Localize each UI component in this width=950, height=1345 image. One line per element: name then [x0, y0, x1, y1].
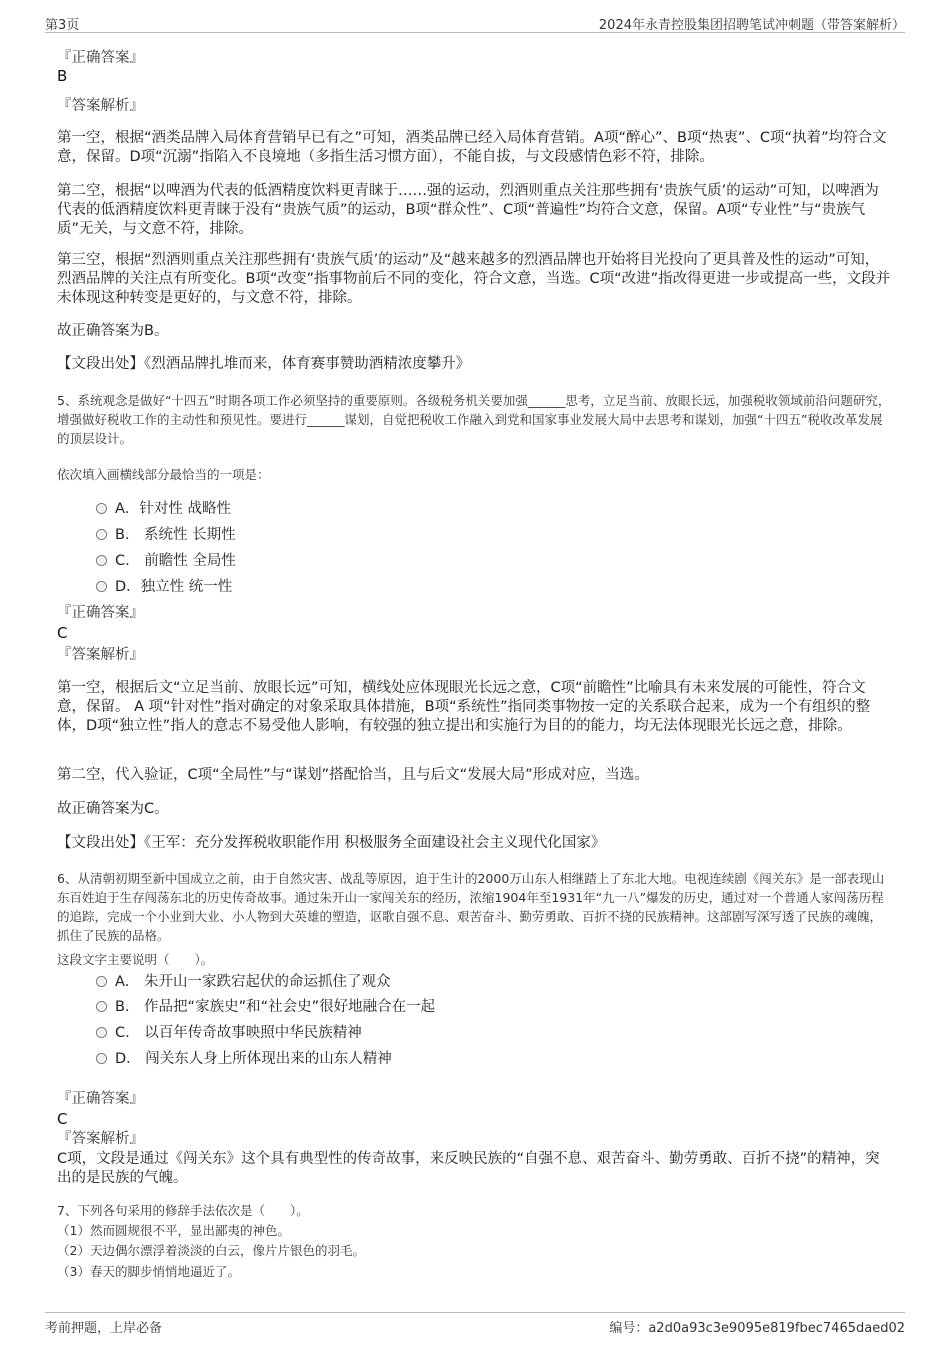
q4-analysis-p2: 第二空，根据“以啤酒为代表的低酒精度饮料更青睐于……强的运动，烈酒则重点关注那些拥有‘贵族气质’的运动”可知，以啤酒为代表的低酒精度饮料更青睐于没有“贵族气质”的运动，B项“群众性”、C项“普遍性”均符合文意，保留。A项“专业性”与“贵族气质”无关，与文意不符，排除。 — [57, 183, 879, 237]
radio-icon[interactable] — [96, 976, 107, 987]
page-number: 第3页 — [45, 18, 80, 33]
radio-icon[interactable] — [96, 503, 107, 514]
q7-stem: 7、下列各句采用的修辞手法依次是（ ）。 — [57, 1203, 309, 1218]
q5-option-b[interactable]: B． 系统性 长期性 — [96, 525, 236, 545]
q7-item-2: （2）天边偶尔漂浮着淡淡的白云，像片片银色的羽毛。 — [57, 1243, 365, 1258]
q6-option-b[interactable]: B． 作品把“家族史”和“社会史”很好地融合在一起 — [96, 997, 435, 1017]
q6-option-a[interactable]: A． 朱开山一家跌宕起伏的命运抓住了观众 — [96, 972, 391, 992]
q5-option-a[interactable]: A．针对性 战略性 — [96, 499, 231, 519]
q6-analysis-p1: C项，文段是通过《闯关东》这个具有典型性的传奇故事，来反映民族的“自强不息、艰苦奋斗、勤劳勇敢、百折不挠”的精神，突出的是民族的气魄。 — [57, 1151, 880, 1186]
q4-answer: B — [57, 67, 68, 85]
q4-analysis-p3: 第三空，根据“烈酒则重点关注那些拥有‘贵族气质’的运动”及“越来越多的烈酒品牌也开始将目光投向了更具普及性的运动”可知，烈酒品牌的关注点有所变化。B项“改变”指事物前后不同的变化，符合文意，当选。C项“改进”指改得更进一步或提高一些，文段并未体现这种转变是更好的，与文意不符，排除。 — [57, 252, 891, 306]
document-code: 编号：a2d0a93c3e9095e819fbec7465daed02 — [609, 1321, 905, 1336]
q4-analysis-label: 『答案解析』 — [57, 98, 144, 114]
q5-conclusion: 故正确答案为C。 — [57, 801, 169, 817]
q5-analysis-label: 『答案解析』 — [57, 647, 144, 663]
document-title: 2024年永青控股集团招聘笔试冲刺题（带答案解析） — [598, 18, 905, 33]
radio-icon[interactable] — [96, 1001, 107, 1012]
q4-answer-label: 『正确答案』 — [57, 50, 144, 66]
q4-conclusion: 故正确答案为B。 — [57, 323, 169, 339]
q4-source: 【文段出处】《烈酒品牌扎堆而来，体育赛事赞助酒精浓度攀升》 — [57, 356, 471, 372]
radio-icon[interactable] — [96, 529, 107, 540]
q5-option-c[interactable]: C． 前瞻性 全局性 — [96, 551, 236, 571]
q6-prompt: 这段文字主要说明（ ）。 — [57, 952, 214, 967]
q5-stem: 5、系统观念是做好“十四五”时期各项工作必须坚持的重要原则。各级税务机关要加强______思考，立足当前、放眼长远，加强税收领域前沿问题研究，增强做好税收工作的主动性和预见性。要进行______谋划，自觉把税收工作融入到党和国家事业发展大局中去思考和谋划，加强“十四五”税收改革发展的顶层设计。 — [57, 393, 891, 446]
q5-option-d[interactable]: D．独立性 统一性 — [96, 577, 232, 597]
radio-icon[interactable] — [96, 1053, 107, 1064]
q5-source: 【文段出处】《王军：充分发挥税收职能作用 积极服务全面建设社会主义现代化国家》 — [57, 835, 606, 851]
q6-option-c[interactable]: C． 以百年传奇故事映照中华民族精神 — [96, 1023, 362, 1043]
page-footer — [45, 1312, 905, 1343]
q5-analysis-p1: 第一空，根据后文“立足当前、放眼长远”可知，横线处应体现眼光长远之意，C项“前瞻性”比喻具有未来发展的可能性，符合文意，保留。 A 项“针对性”指对确定的对象采取具体措施，B项“系统性”指同类事物按一定的关系联合起来，成为一个有组织的整体，D项“独立性”指人的意志不易受他人影响，有较强的独立提出和实施行为目的的能力，均无法体现眼光长远之意，排除。 — [57, 680, 871, 734]
q5-answer-label: 『正确答案』 — [57, 605, 144, 621]
footer-slogan: 考前押题，上岸必备 — [45, 1321, 163, 1336]
page-header — [45, 10, 905, 33]
q6-stem: 6、从清朝初期至新中国成立之前，由于自然灾害、战乱等原因，迫于生计的2000万山东人相继踏上了东北大地。电视连续剧《闯关东》是一部表现山东百姓迫于生存闯荡东北的历史传奇故事。通过朱开山一家闯关东的经历，浓缩1904年至1931年“九一八”爆发的历史，通过对一个普通人家闯荡历程的追踪，完成一个小业到大业、小人物到大英雄的塑造，讴歌自强不息、艰苦奋斗、勤劳勇敢、百折不挠的民族精神。这部剧写深写透了民族的魂魄，抓住了民族的品格。 — [57, 871, 885, 943]
q6-answer: C — [57, 1110, 68, 1128]
q6-answer-label: 『正确答案』 — [57, 1091, 144, 1107]
radio-icon[interactable] — [96, 581, 107, 592]
q6-option-d[interactable]: D． 闯关东人身上所体现出来的山东人精神 — [96, 1049, 392, 1069]
q5-answer: C — [57, 624, 68, 642]
q4-analysis-p1: 第一空，根据“酒类品牌入局体育营销早已有之”可知，酒类品牌已经入局体育营销。A项“醉心”、B项“热衷”、C项“执着”均符合文意，保留。D项“沉溺”指陷入不良境地（多指生活习惯方面），不能自拔，与文段感情色彩不符，排除。 — [57, 130, 887, 165]
q6-analysis-label: 『答案解析』 — [57, 1131, 144, 1147]
radio-icon[interactable] — [96, 1027, 107, 1038]
q5-analysis-p2: 第二空，代入验证，C项“全局性”与“谋划”搭配恰当，且与后文“发展大局”形成对应，当选。 — [57, 767, 649, 783]
radio-icon[interactable] — [96, 555, 107, 566]
q7-item-1: （1）然而圆规很不平，显出鄙夷的神色。 — [57, 1223, 290, 1238]
q5-prompt: 依次填入画横线部分最恰当的一项是： — [57, 467, 270, 482]
q7-item-3: （3）春天的脚步悄悄地逼近了。 — [57, 1264, 240, 1279]
